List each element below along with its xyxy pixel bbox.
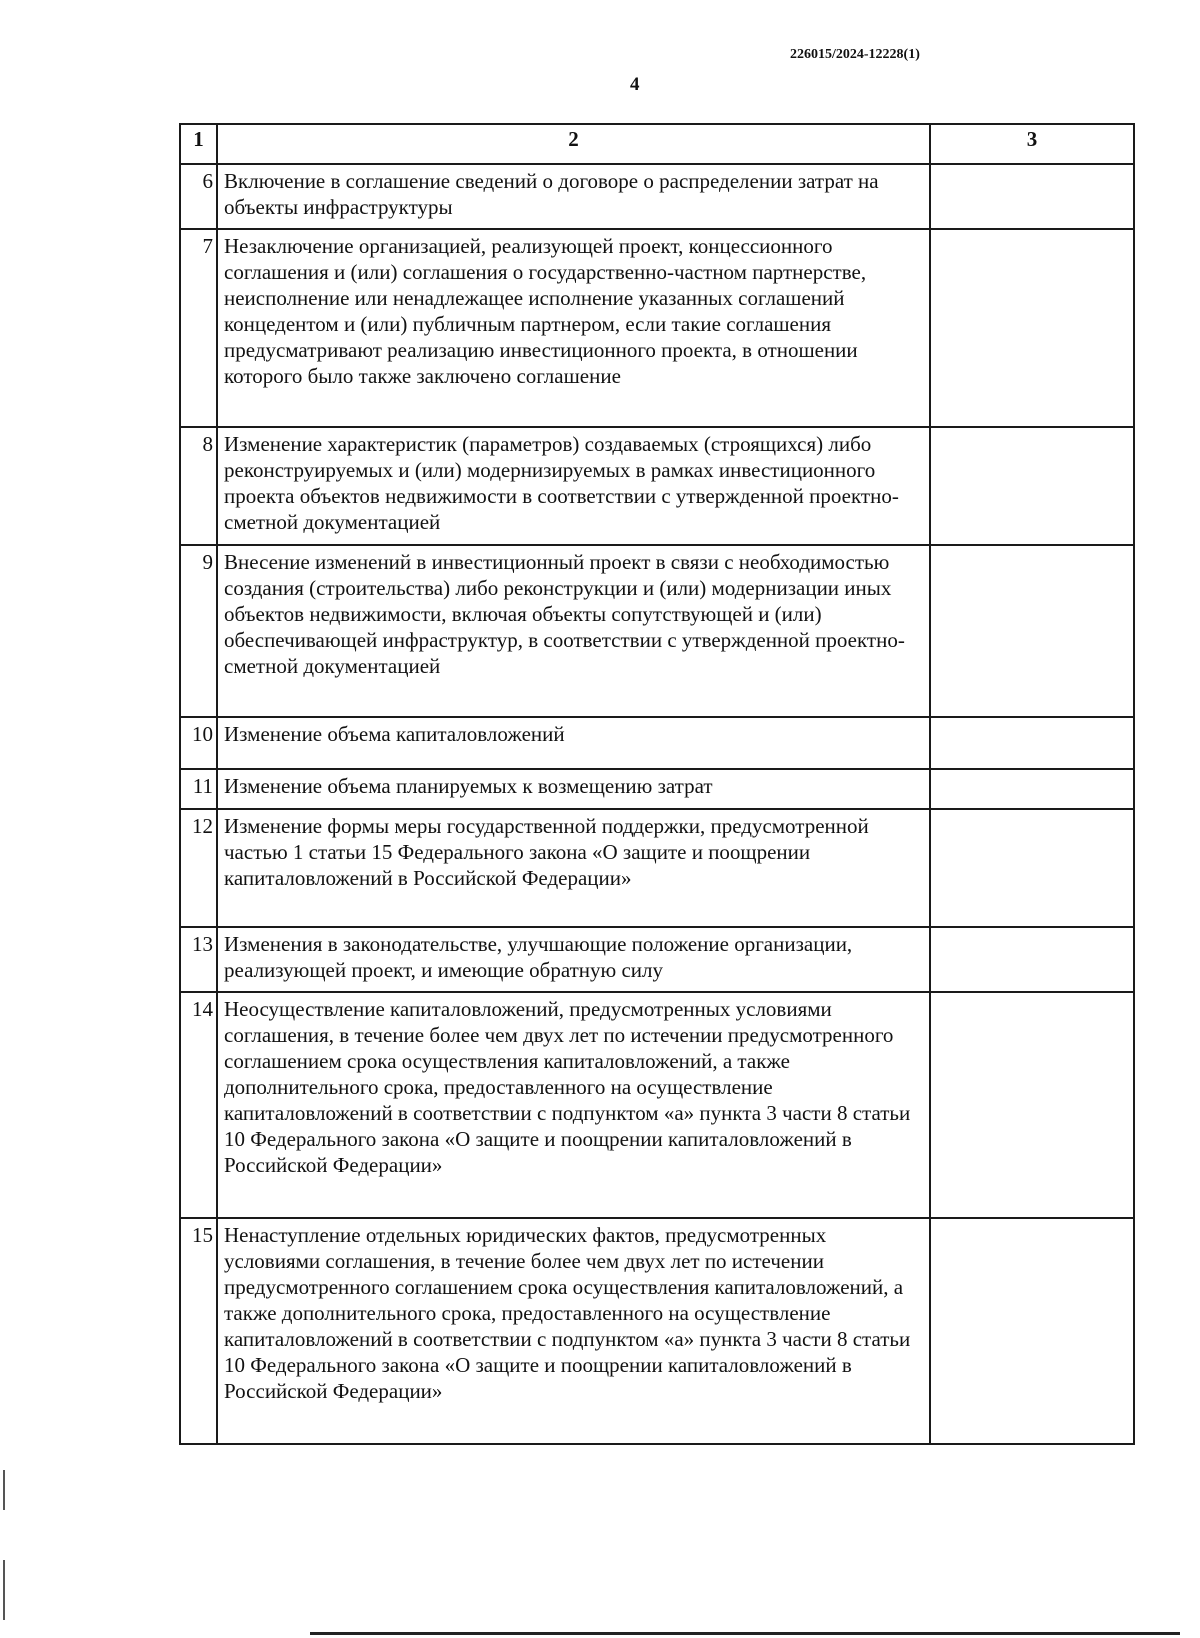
row-text: Внесение изменений в инвестиционный проект в связи с необходимостью создания (строительства) либо реконструкции и (или) модернизации иных объектов недвижимости, включая объекты сопутствующей и (или) обеспечивающей инфраструктур, в соответствии с утвержденной проектно-сметной документацией <box>217 545 930 717</box>
row-value <box>930 992 1134 1218</box>
table-row <box>180 164 1134 229</box>
row-number: 10 <box>180 717 217 769</box>
row-text: Изменение объема капиталовложений <box>217 717 930 769</box>
table-row <box>180 1218 1134 1444</box>
row-number: 7 <box>180 229 217 427</box>
table-header-row <box>180 124 1134 164</box>
row-number: 6 <box>180 164 217 229</box>
conditions-table <box>179 123 1135 1445</box>
row-value <box>930 1218 1134 1444</box>
scan-edge-mark <box>3 1560 5 1620</box>
page-number: 4 <box>630 74 640 95</box>
row-value <box>930 717 1134 769</box>
row-text: Изменение формы меры государственной поддержки, предусмотренной частью 1 статьи 15 Федерального закона «О защите и поощрении капиталовложений в Российской Федерации» <box>217 809 930 927</box>
row-number: 8 <box>180 427 217 545</box>
table-row <box>180 809 1134 927</box>
row-text: Изменение объема планируемых к возмещению затрат <box>217 769 930 809</box>
table-row <box>180 992 1134 1218</box>
row-value <box>930 164 1134 229</box>
table-row <box>180 717 1134 769</box>
column-header-2: 2 <box>217 124 930 164</box>
row-text: Неосуществление капиталовложений, предусмотренных условиями соглашения, в течение более чем двух лет по истечении предусмотренного соглашением срока осуществления капиталовложений, а также дополнительного срока, предоставленного на осуществление капиталовложений в соответствии с подпунктом «а» пункта 3 части 8 статьи 10 Федерального закона «О защите и поощрении капиталовложений в Российской Федерации» <box>217 992 930 1218</box>
table-row <box>180 769 1134 809</box>
row-value <box>930 769 1134 809</box>
row-number: 9 <box>180 545 217 717</box>
row-value <box>930 545 1134 717</box>
row-text: Незаключение организацией, реализующей проект, концессионного соглашения и (или) соглашения о государственно-частном партнерстве, неисполнение или ненадлежащее исполнение указанных соглашений концедентом и (или) публичным партнером, если такие соглашения предусматривают реализацию инвестиционного проекта, в отношении которого было также заключено соглашение <box>217 229 930 427</box>
document-registration-number: 226015/2024-12228(1) <box>790 47 920 62</box>
row-number: 14 <box>180 992 217 1218</box>
row-text: Изменение характеристик (параметров) создаваемых (строящихся) либо реконструируемых и (или) модернизируемых в рамках инвестиционного проекта объектов недвижимости в соответствии с утвержденной проектно-сметной документацией <box>217 427 930 545</box>
row-number: 15 <box>180 1218 217 1444</box>
row-text: Включение в соглашение сведений о договоре о распределении затрат на объекты инфраструктуры <box>217 164 930 229</box>
table-row <box>180 229 1134 427</box>
row-value <box>930 229 1134 427</box>
table-row <box>180 545 1134 717</box>
row-text: Изменения в законодательстве, улучшающие положение организации, реализующей проект, и имеющие обратную силу <box>217 927 930 992</box>
row-value <box>930 809 1134 927</box>
row-number: 13 <box>180 927 217 992</box>
table-row <box>180 427 1134 545</box>
column-header-3: 3 <box>930 124 1134 164</box>
column-header-1: 1 <box>180 124 217 164</box>
row-number: 12 <box>180 809 217 927</box>
row-number: 11 <box>180 769 217 809</box>
row-value <box>930 927 1134 992</box>
row-value <box>930 427 1134 545</box>
table-row <box>180 927 1134 992</box>
row-text: Ненаступление отдельных юридических фактов, предусмотренных условиями соглашения, в течение более чем двух лет по истечении предусмотренного соглашением срока осуществления капиталовложений, а также дополнительного срока, предоставленного на осуществление капиталовложений в соответствии с подпунктом «а» пункта 3 части 8 статьи 10 Федерального закона «О защите и поощрении капиталовложений в Российской Федерации» <box>217 1218 930 1444</box>
scan-edge-mark <box>3 1470 5 1510</box>
scan-bottom-line <box>310 1632 1180 1635</box>
